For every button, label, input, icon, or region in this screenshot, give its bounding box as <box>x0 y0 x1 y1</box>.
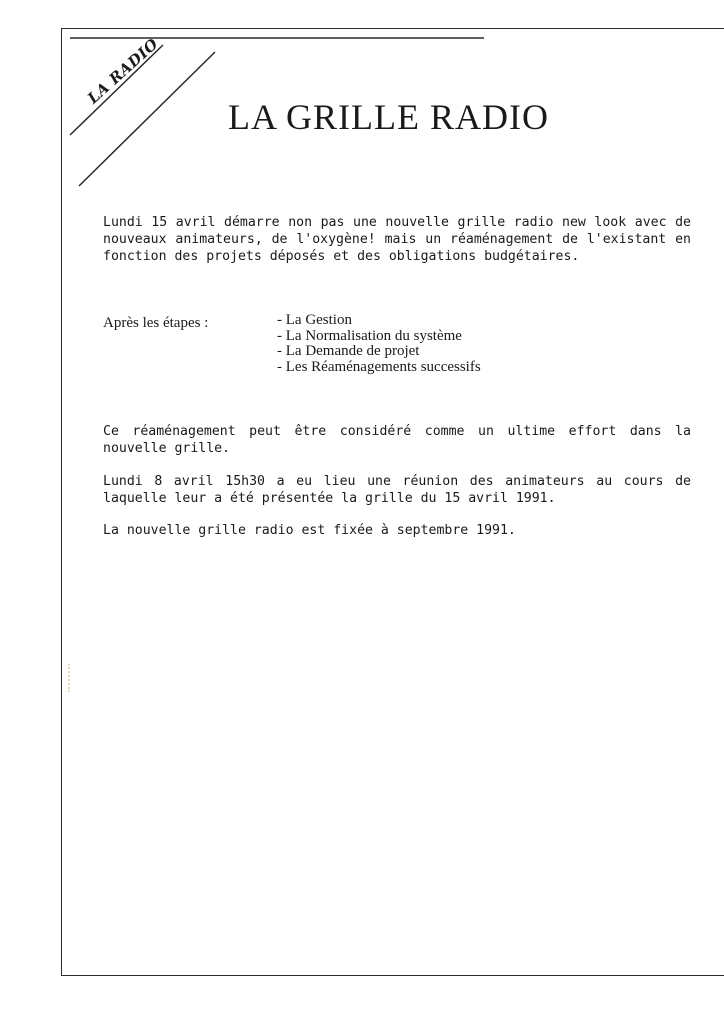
fixee-paragraph: La nouvelle grille radio est fixée à septembre 1991. <box>103 523 516 538</box>
list-item: - La Gestion <box>277 312 352 328</box>
page-title: LA GRILLE RADIO <box>228 97 549 137</box>
intro-paragraph: Lundi 15 avril démarre non pas une nouvelle grille radio new look avec de nouveaux animateurs, de l'oxygène! mais un réaménagement de l'existant en fonction des projets déposés et des obligations budgétaires. <box>103 215 691 264</box>
list-item: - La Demande de projet <box>277 343 420 359</box>
scan-artifact <box>68 664 73 692</box>
banner-diagonal-inner <box>79 52 215 186</box>
effort-paragraph: Ce réaménagement peut être considéré comme un ultime effort dans la nouvelle grille. <box>103 424 691 456</box>
reunion-paragraph: Lundi 8 avril 15h30 a eu lieu une réunion des animateurs au cours de laquelle leur a été présentée la grille du 15 avril 1991. <box>103 474 691 506</box>
steps-label: Après les étapes : <box>103 315 209 331</box>
steps-list <box>277 313 481 375</box>
list-item: - Les Réaménagements successifs <box>277 358 481 375</box>
list-item: - La Normalisation du système <box>277 327 462 344</box>
corner-label: LA RADIO <box>84 34 162 108</box>
